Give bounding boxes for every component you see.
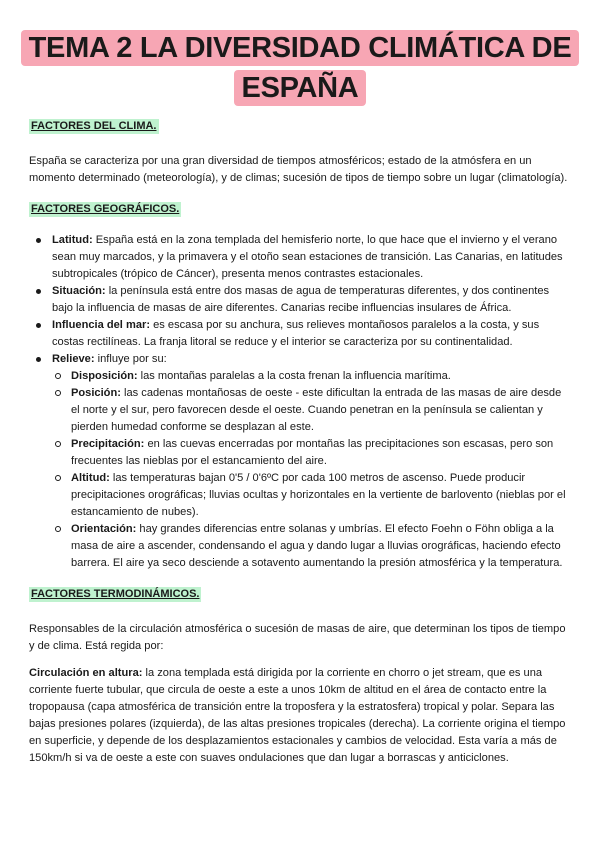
title-line-1: TEMA 2 LA DIVERSIDAD CLIMÁTICA DE bbox=[21, 30, 580, 66]
item-text: hay grandes diferencias entre solanas y umbrías. El efecto Foehn o Föhn obliga a la masa de aire a ascender, condensando el agua y dando lugar a lluvias orográficas, haciendo efecto barrera. El aire ya seco desciende a sotavento aumentando la presión atmosférica y la temperatura. bbox=[71, 523, 563, 569]
item-term: Orientación: bbox=[71, 523, 137, 535]
paragraph: Responsables de la circulación atmosférica o sucesión de masas de aire, que determinan los tipos de tiempo y de clima. Está regida por: bbox=[29, 623, 566, 652]
item-text: la península está entre dos masas de agua de temperaturas diferentes, y dos continentes bajo la influencia de masas de aire diferentes. Canarias recibe influencias insulares de África. bbox=[52, 285, 550, 314]
document-body bbox=[29, 118, 572, 767]
paragraph: España se caracteriza por una gran diversidad de tiempos atmosféricos; estado de la atmósfera en un momento determinado (meteorología), y de climas; sucesión de tipos de tiempo sobre un lugar (climatología). bbox=[29, 155, 568, 184]
item-term: Posición: bbox=[71, 387, 121, 399]
sub-list-item bbox=[52, 470, 572, 521]
item-term: Influencia del mar: bbox=[52, 319, 151, 331]
item-text: las cadenas montañosas de oeste - este dificultan la entrada de las masas de aire desde el norte y el sur, pero favorecen desde el oeste. Cuando penetran en la península se calientan y pierden humedad conforme se desplazan al este. bbox=[71, 387, 562, 433]
item-term: Situación: bbox=[52, 285, 106, 297]
item-term: Precipitación: bbox=[71, 438, 145, 450]
item-text: las montañas paralelas a la costa frenan la influencia marítima. bbox=[137, 370, 451, 382]
list-item bbox=[29, 317, 572, 351]
paragraph-circulacion bbox=[29, 665, 572, 767]
item-text: las temperaturas bajan 0'5 / 0'6ºC por cada 100 metros de ascenso. Puede producir precipitaciones orográficas; lluvias ocultas y horizontales en la vertiente de barlovento (nieblas por el estancamiento de nubes). bbox=[71, 472, 566, 518]
section-factores-termodinamicos bbox=[29, 586, 572, 767]
item-text: España está en la zona templada del hemisferio norte, lo que hace que el invierno y el verano sean muy marcados, y la primavera y el otoño sean estaciones de transición. Las Canarias, en latitudes subtropicales (trópico de Cáncer), presenta menos contrastes estacionales. bbox=[52, 234, 563, 280]
section-heading: FACTORES TERMODINÁMICOS. bbox=[31, 588, 200, 600]
item-text: influye por su: bbox=[94, 353, 167, 365]
section-factores-clima bbox=[29, 118, 572, 187]
item-term: Latitud: bbox=[52, 234, 93, 246]
item-term: Circulación en altura: bbox=[29, 667, 143, 679]
list-item bbox=[29, 351, 572, 572]
item-text: la zona templada está dirigida por la corriente en chorro o jet stream, que es una corriente fuerte tubular, que circula de oeste a este a unos 10km de altitud en el área de contacto entre la tropopausa (capa atmosférica de transición entre la troposfera y la estratosfera) tropical y polar. Separa las bajas presiones polares (izquierda), de las altas presiones tropicales (derecha). La corriente origina el tiempo en superficie, y depende de los desplazamientos estacionales y cambios de velocidad. Esta varía a más de 150km/h si va de oeste a este con suaves ondulaciones que dan lugar a borrascas y anticiclones. bbox=[29, 667, 566, 764]
item-text: en las cuevas encerradas por montañas las precipitaciones son escasas, pero son frecuentes las nieblas por el estancamiento del aire. bbox=[71, 438, 554, 467]
item-term: Altitud: bbox=[71, 472, 110, 484]
list-item bbox=[29, 232, 572, 283]
list-item bbox=[29, 283, 572, 317]
sub-list-item bbox=[52, 368, 572, 385]
page-title bbox=[0, 0, 600, 106]
sub-list-item bbox=[52, 521, 572, 572]
section-heading: FACTORES GEOGRÁFICOS. bbox=[31, 203, 180, 215]
sub-list-item bbox=[52, 385, 572, 436]
sub-list-item bbox=[52, 436, 572, 470]
relieve-sublist bbox=[52, 368, 572, 572]
item-term: Disposición: bbox=[71, 370, 138, 382]
factor-list bbox=[29, 232, 572, 572]
item-term: Relieve: bbox=[52, 353, 95, 365]
section-factores-geograficos bbox=[29, 201, 572, 572]
title-line-2: ESPAÑA bbox=[234, 70, 367, 106]
section-heading: FACTORES DEL CLIMA. bbox=[31, 120, 157, 132]
item-text: es escasa por su anchura, sus relieves montañosos paralelos a la costa, y sus costas rectilíneas. La franja litoral se reduce y el interior se caracteriza por su continentalidad. bbox=[52, 319, 540, 348]
